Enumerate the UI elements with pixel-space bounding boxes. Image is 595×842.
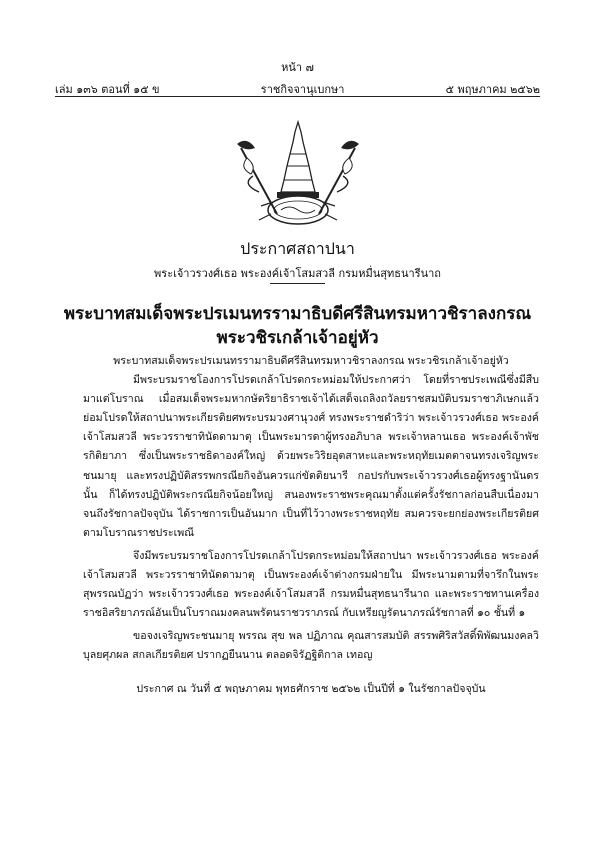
royal-emblem-icon — [233, 118, 363, 230]
body-paragraph-1: พระบาทสมเด็จพระปรเมนทรรามาธิบดีศรีสินทรมหาวชิราลงกรณ พระวชิรเกล้าเจ้าอยู่หัว — [113, 355, 509, 367]
announcement-title: ประกาศสถาปนา — [240, 239, 355, 258]
gazette-name: ราชกิจจานุเบกษา — [260, 83, 345, 96]
king-title-line-1: พระบาทสมเด็จพระปรเมนทรรามาธิบดีศรีสินทรมหาวชิราลงกรณ — [63, 304, 532, 324]
page-number: หน้า ๗ — [281, 61, 314, 74]
body-paragraph-3: จึงมีพระบรมราชโองการโปรดเกล้าโปรดกระหม่อมให้สถาปนา พระเจ้าวรวงศ์เธอ พระองค์เจ้าโสมสวลี พระวรราชาทินัดดามาตุ เป็นพระองค์เจ้าต่างกรมฝ่ายใน มีพระนามตามที่จารึกในพระสุพรรณบัฏว่า พระเจ้าวรวงศ์เธอ พระองค์เจ้าโสมสวลี กรมหมื่นสุทธนารีนาถ และพระราชทานเครื่องราชอิสริยาภรณ์อันเป็นโบราณมงคลนพรัตนราชวราภรณ์ กับเหรียญรัตนาภรณ์รัชกาลที่ ๑๐ ชั้นที่ ๑ — [83, 549, 539, 620]
body-paragraph-4: ขอจงเจริญพระชนมายุ พรรณ สุข พล ปฏิภาณ คุณสารสมบัติ สรรพศิริสวัสดิ์พิพัฒนมงคลวิบุลยศุภผล สกลเกียรติยศ ปรากฏยืนนาน ตลอดจิรัฏฐิติกาล เทอญ — [83, 630, 539, 662]
header-divider — [55, 96, 540, 97]
volume-info: เล่ม ๑๓๖ ตอนที่ ๑๕ ข — [55, 83, 160, 96]
title-divider — [270, 283, 325, 284]
body-paragraph-2: มีพระบรมราชโองการโปรดเกล้าโปรดกระหม่อมให้ประกาศว่า โดยที่ราชประเพณีซึ่งมีสืบมาแต่โบราณ เมื่อสมเด็จพระมหากษัตริยาธิราชเจ้าได้เสด็จเถลิงถวัลยราชสมบัติบรมราชาภิเษกแล้ว ย่อมโปรดให้สถาปนาพระเกียรติยศพระบรมวงศานุวงศ์ ทรงพระราชดำริว่า พระเจ้าวรวงศ์เธอ พระองค์เจ้าโสมสวลี พระวรราชาทินัดดามาตุ เป็นพระมารดาผู้ทรงอภิบาล พระเจ้าหลานเธอ พระองค์เจ้าพัชรกิติยาภา ซึ่งเป็นพระราชธิดาองค์ใหญ่ ด้วยพระวิริยอุตสาหะและพระหฤทัยเมตตาจนทรงเจริญพระชนมายุ และทรงปฏิบัติสรรพกรณียกิจอันควรแก่ขัตติยนารี กอปรกับพระเจ้าวรวงศ์เธอผู้ทรงฐานันดรนั้น ก็ได้ทรงปฏิบัติพระกรณียกิจน้อยใหญ่ สนองพระราชพระคุณมาตั้งแต่ครั้งรัชกาลก่อนสืบเนื่องมาจนถึงรัชกาลปัจจุบัน ได้ราชการเป็นอันมาก เป็นที่ไว้วางพระราชหฤทัย สมควรจะยกย่องพระเกียรติยศตามโบราณราชประเพณี — [83, 374, 539, 539]
issue-date: ๕ พฤษภาคม ๒๕๖๒ — [445, 83, 540, 96]
announcement-subtitle: พระเจ้าวรวงศ์เธอ พระองค์เจ้าโสมสวลี กรมหมื่นสุทธนารีนาถ — [154, 267, 441, 280]
closing-date-line: ประกาศ ณ วันที่ ๕ พฤษภาคม พุทธศักราช ๒๕๖๒ เป็นปีที่ ๑ ในรัชกาลปัจจุบัน — [136, 683, 486, 695]
king-title-line-2: พระวชิรเกล้าเจ้าอยู่หัว — [216, 328, 379, 348]
announcement-body — [83, 352, 539, 666]
